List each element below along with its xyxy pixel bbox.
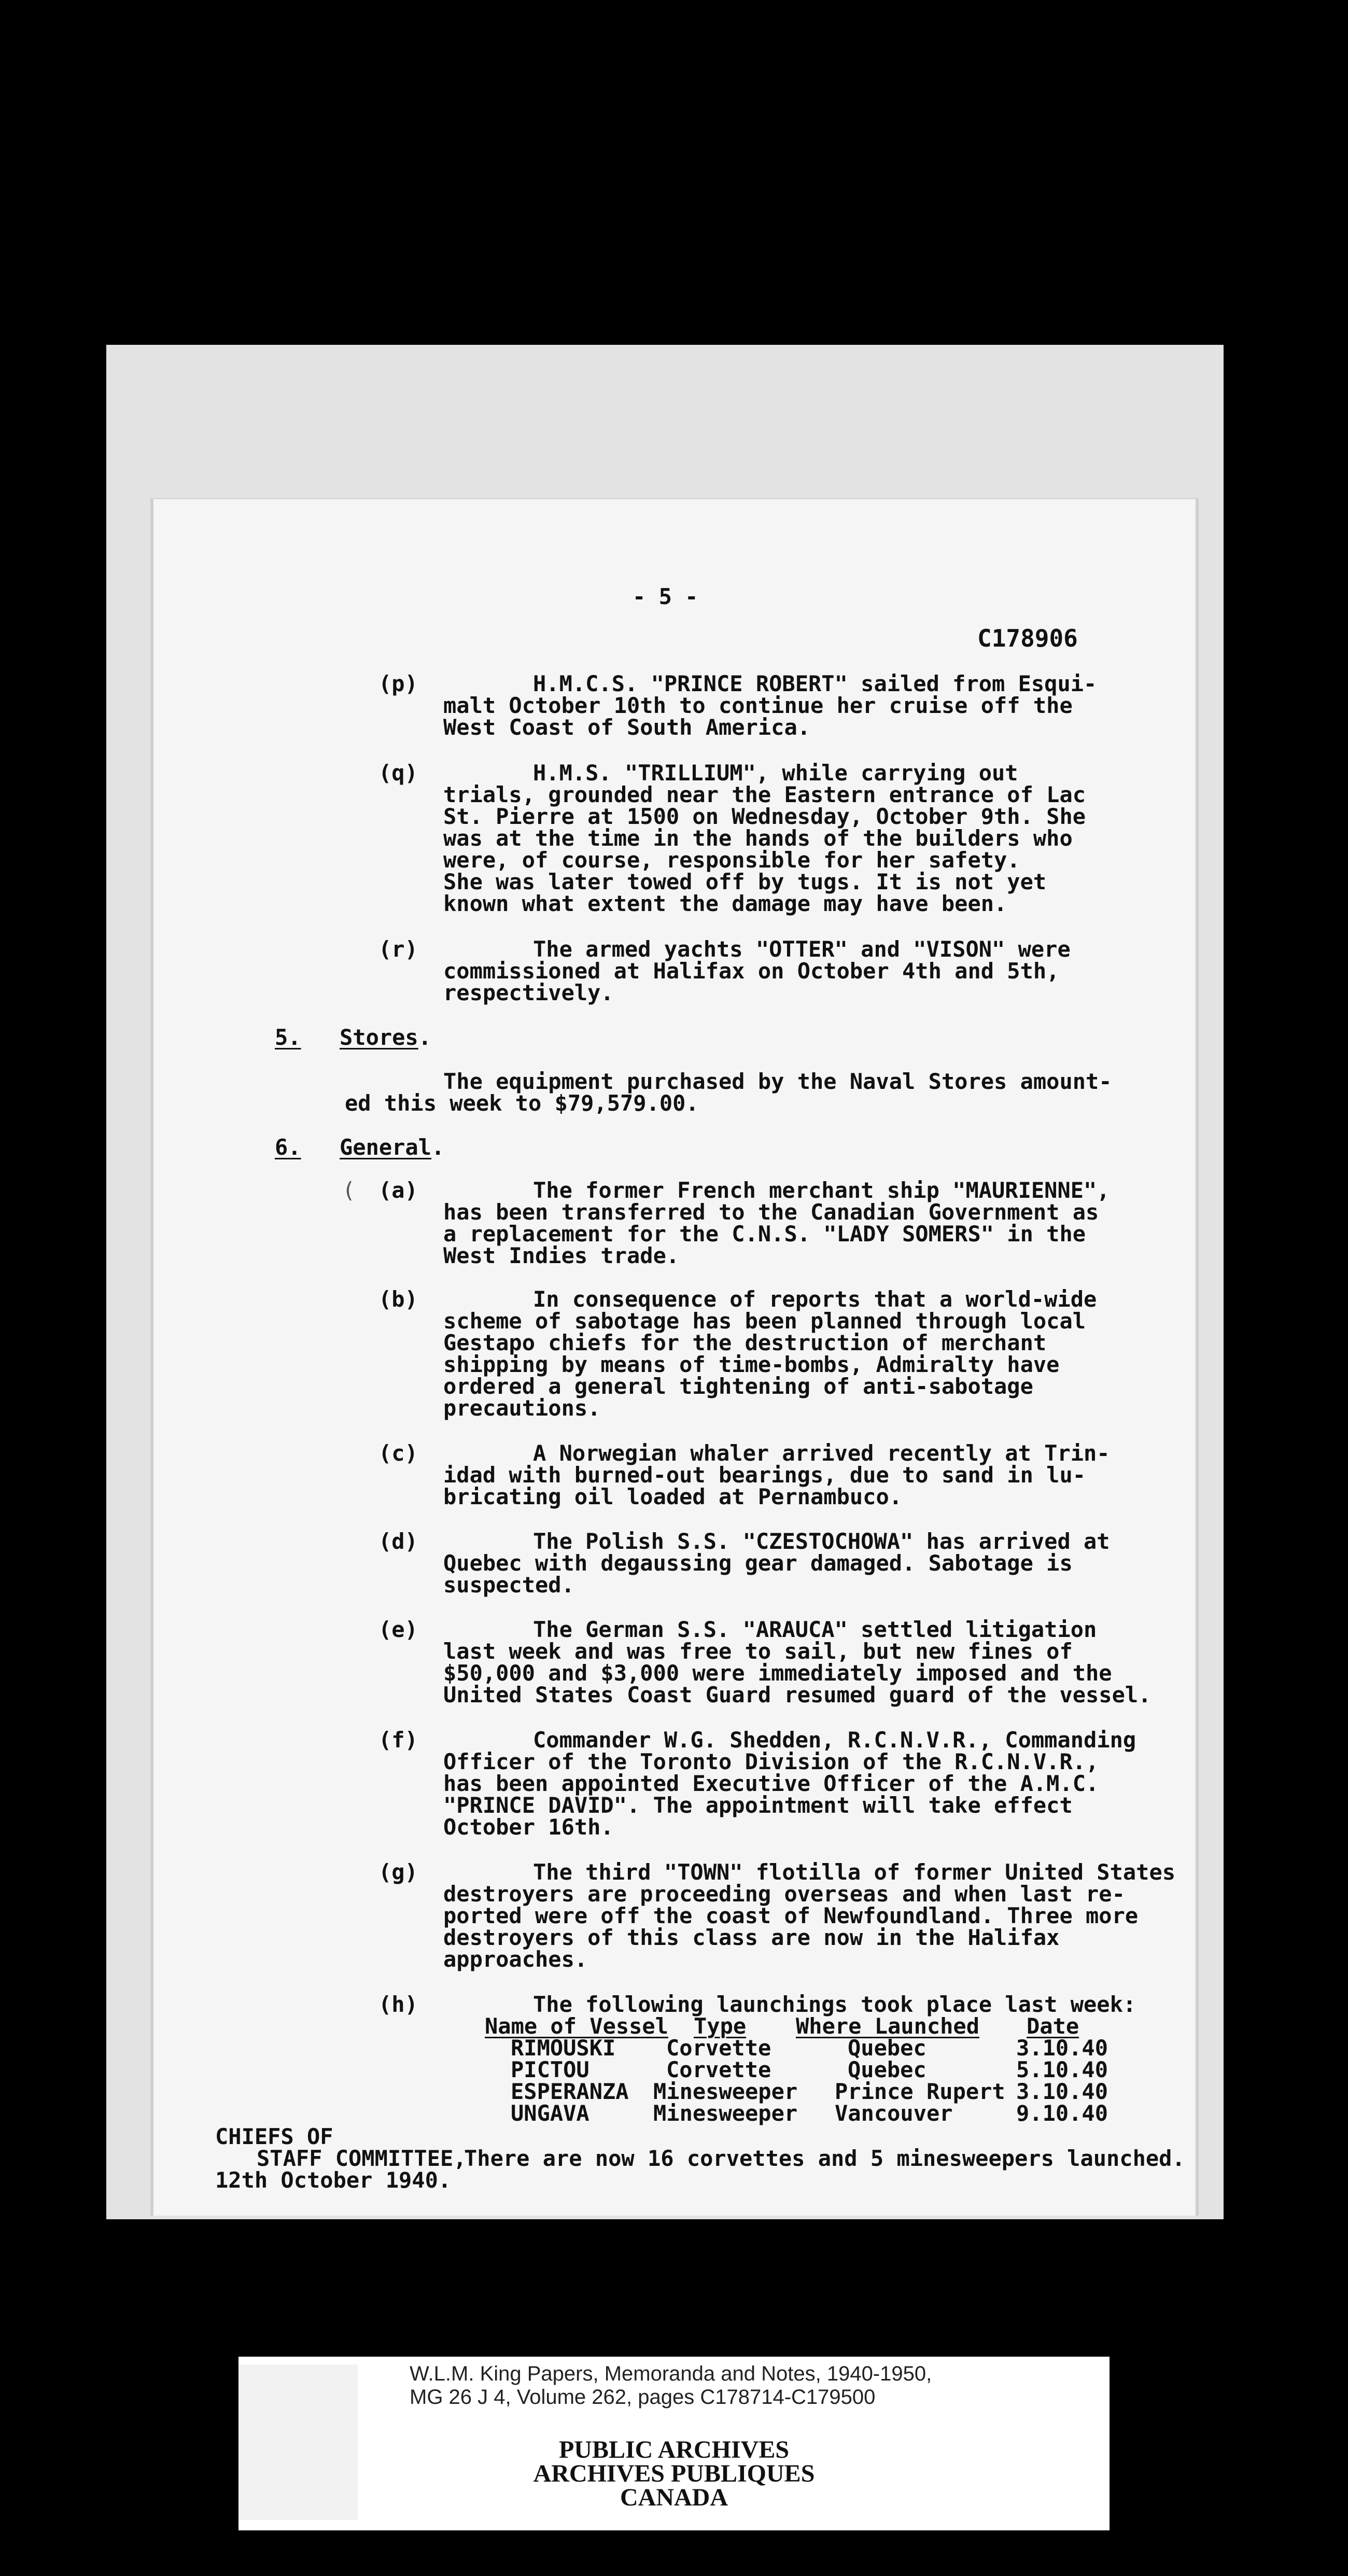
table-header-date: Date	[1027, 2013, 1079, 2039]
item-label-c: (c)	[378, 1440, 418, 1466]
item-label-q: (q)	[378, 760, 418, 786]
item-f-line: Officer of the Toronto Division of the R.C.N.V.R.,	[443, 1749, 1099, 1774]
item-d-line: Quebec with degaussing gear damaged. Sabotage is	[443, 1550, 1073, 1576]
item-g-line: approaches.	[443, 1947, 588, 1972]
item-f-line: October 16th.	[443, 1814, 614, 1840]
item-g-line: ported were off the coast of Newfoundland. Three more	[443, 1903, 1139, 1928]
item-e-line: The German S.S. "ARAUCA" settled litigation	[533, 1617, 1097, 1642]
section-5-title-period: .	[418, 1025, 432, 1050]
item-g-line: The third "TOWN" flotilla of former United States	[533, 1859, 1176, 1885]
table-cell-type: Corvette	[666, 2057, 771, 2082]
item-b-line: ordered a general tightening of anti-sabotage	[443, 1374, 1033, 1399]
signature-date: 12th October 1940.	[215, 2167, 452, 2193]
item-label-e: (e)	[378, 1617, 418, 1642]
public-archives-line-2: ARCHIVES PUBLIQUES	[533, 2460, 815, 2487]
public-archives-line-3: CANADA	[620, 2484, 728, 2511]
table-cell-date: 5.10.40	[1016, 2057, 1108, 2082]
item-d-line: The Polish S.S. "CZESTOCHOWA" has arrived at	[533, 1529, 1110, 1554]
item-q-line: was at the time in the hands of the builders who	[443, 825, 1073, 851]
table-cell-type: Corvette	[666, 2035, 771, 2061]
item-f-line: Commander W.G. Shedden, R.C.N.V.R., Commanding	[533, 1727, 1136, 1753]
signature-line-2: STAFF COMMITTEE,	[257, 2146, 467, 2171]
stray-mark: (	[342, 1178, 356, 1203]
item-label-a: (a)	[378, 1178, 418, 1203]
section-6-number: 6.	[275, 1135, 301, 1160]
item-r-line: respectively.	[443, 980, 614, 1005]
launchings-intro: The following launchings took place last week:	[533, 1992, 1136, 2017]
archive-reference-line-1: W.L.M. King Papers, Memoranda and Notes, 1940-1950,	[410, 2362, 932, 2385]
item-a-line: a replacement for the C.N.S. "LADY SOMERS" in the	[443, 1221, 1086, 1247]
section-5-number: 5.	[275, 1025, 301, 1050]
item-e-line: United States Coast Guard resumed guard of the vessel.	[443, 1682, 1152, 1707]
section-6-title: General	[340, 1135, 432, 1160]
document-number: C178906	[977, 624, 1078, 652]
item-p-line: H.M.C.S. "PRINCE ROBERT" sailed from Esqui-	[533, 671, 1097, 696]
table-cell-type: Minesweeper	[653, 2101, 798, 2126]
section-5-heading	[340, 1027, 431, 1048]
page-number: - 5 -	[633, 584, 698, 609]
item-label-g: (g)	[378, 1859, 418, 1885]
signature-line-1: CHIEFS OF	[215, 2124, 333, 2149]
item-p-line: malt October 10th to continue her cruise off the	[443, 693, 1073, 718]
table-cell-date: 3.10.40	[1016, 2079, 1108, 2104]
item-c-line: idad with burned-out bearings, due to sand in lu-	[443, 1462, 1086, 1488]
table-cell-where: Quebec	[848, 2057, 926, 2082]
section-6-title-period: .	[431, 1135, 445, 1160]
item-label-h: (h)	[378, 1992, 418, 2017]
table-cell-vessel: UNGAVA	[511, 2101, 589, 2126]
item-e-line: last week and was free to sail, but new fines of	[443, 1639, 1073, 1664]
table-cell-where: Prince Rupert	[835, 2079, 1005, 2104]
item-label-d: (d)	[378, 1529, 418, 1554]
item-label-b: (b)	[378, 1286, 418, 1312]
item-e-line: $50,000 and $3,000 were immediately imposed and the	[443, 1660, 1112, 1686]
item-c-line: A Norwegian whaler arrived recently at Trin-	[533, 1440, 1110, 1466]
table-cell-date: 9.10.40	[1016, 2101, 1108, 2126]
section-5-line: ed this week to $79,579.00.	[345, 1090, 699, 1116]
archive-reference-line-2: MG 26 J 4, Volume 262, pages C178714-C179500	[410, 2386, 876, 2409]
item-r-line: commissioned at Halifax on October 4th and 5th,	[443, 958, 1060, 984]
archive-label-strip	[238, 2364, 358, 2520]
item-label-r: (r)	[378, 936, 418, 962]
table-header-type: Type	[694, 2013, 747, 2039]
public-archives-line-1: PUBLIC ARCHIVES	[558, 2436, 790, 2463]
item-q-line: known what extent the damage may have been.	[443, 891, 1007, 916]
item-a-line: has been transferred to the Canadian Government as	[443, 1199, 1099, 1225]
table-header-name: Name of Vessel	[485, 2013, 669, 2039]
item-b-line: shipping by means of time-bombs, Admiralty have	[443, 1352, 1060, 1377]
section-5-title: Stores	[340, 1025, 418, 1050]
table-header-where: Where Launched	[796, 2013, 980, 2039]
item-f-line: has been appointed Executive Officer of the A.M.C.	[443, 1771, 1099, 1796]
table-cell-date: 3.10.40	[1016, 2035, 1108, 2061]
table-cell-vessel: PICTOU	[511, 2057, 589, 2082]
table-cell-where: Vancouver	[835, 2101, 953, 2126]
table-cell-where: Quebec	[848, 2035, 926, 2061]
launchings-summary: There are now 16 corvettes and 5 minesweepers launched.	[464, 2146, 1185, 2171]
table-cell-vessel: ESPERANZA	[511, 2079, 629, 2104]
item-c-line: bricating oil loaded at Pernambuco.	[443, 1484, 903, 1509]
item-q-line: St. Pierre at 1500 on Wednesday, October 9th. She	[443, 804, 1086, 829]
item-p-line: West Coast of South America.	[443, 715, 811, 740]
item-r-line: The armed yachts "OTTER" and "VISON" were	[533, 936, 1071, 962]
item-q-line: were, of course, responsible for her safety.	[443, 847, 1020, 873]
item-b-line: scheme of sabotage has been planned through local	[443, 1308, 1086, 1334]
item-g-line: destroyers of this class are now in the Halifax	[443, 1925, 1060, 1950]
table-cell-vessel: RIMOUSKI	[511, 2035, 616, 2061]
item-label-f: (f)	[378, 1727, 418, 1753]
item-d-line: suspected.	[443, 1572, 574, 1598]
item-b-line: precautions.	[443, 1395, 601, 1421]
item-a-line: West Indies trade.	[443, 1243, 680, 1268]
item-g-line: destroyers are proceeding overseas and when last re-	[443, 1881, 1125, 1907]
item-f-line: "PRINCE DAVID". The appointment will take effect	[443, 1793, 1073, 1818]
section-5-line: The equipment purchased by the Naval Stores amount-	[443, 1069, 1112, 1094]
item-b-line: Gestapo chiefs for the destruction of merchant	[443, 1330, 1047, 1355]
item-q-line: She was later towed off by tugs. It is not yet	[443, 869, 1047, 894]
item-label-p: (p)	[378, 671, 418, 696]
item-q-line: H.M.S. "TRILLIUM", while carrying out	[533, 760, 1018, 786]
table-cell-type: Minesweeper	[653, 2079, 798, 2104]
item-q-line: trials, grounded near the Eastern entrance of Lac	[443, 782, 1086, 807]
item-b-line: In consequence of reports that a world-wide	[533, 1286, 1097, 1312]
section-6-heading	[340, 1137, 444, 1158]
item-a-line: The former French merchant ship "MAURIENNE",	[533, 1178, 1110, 1203]
